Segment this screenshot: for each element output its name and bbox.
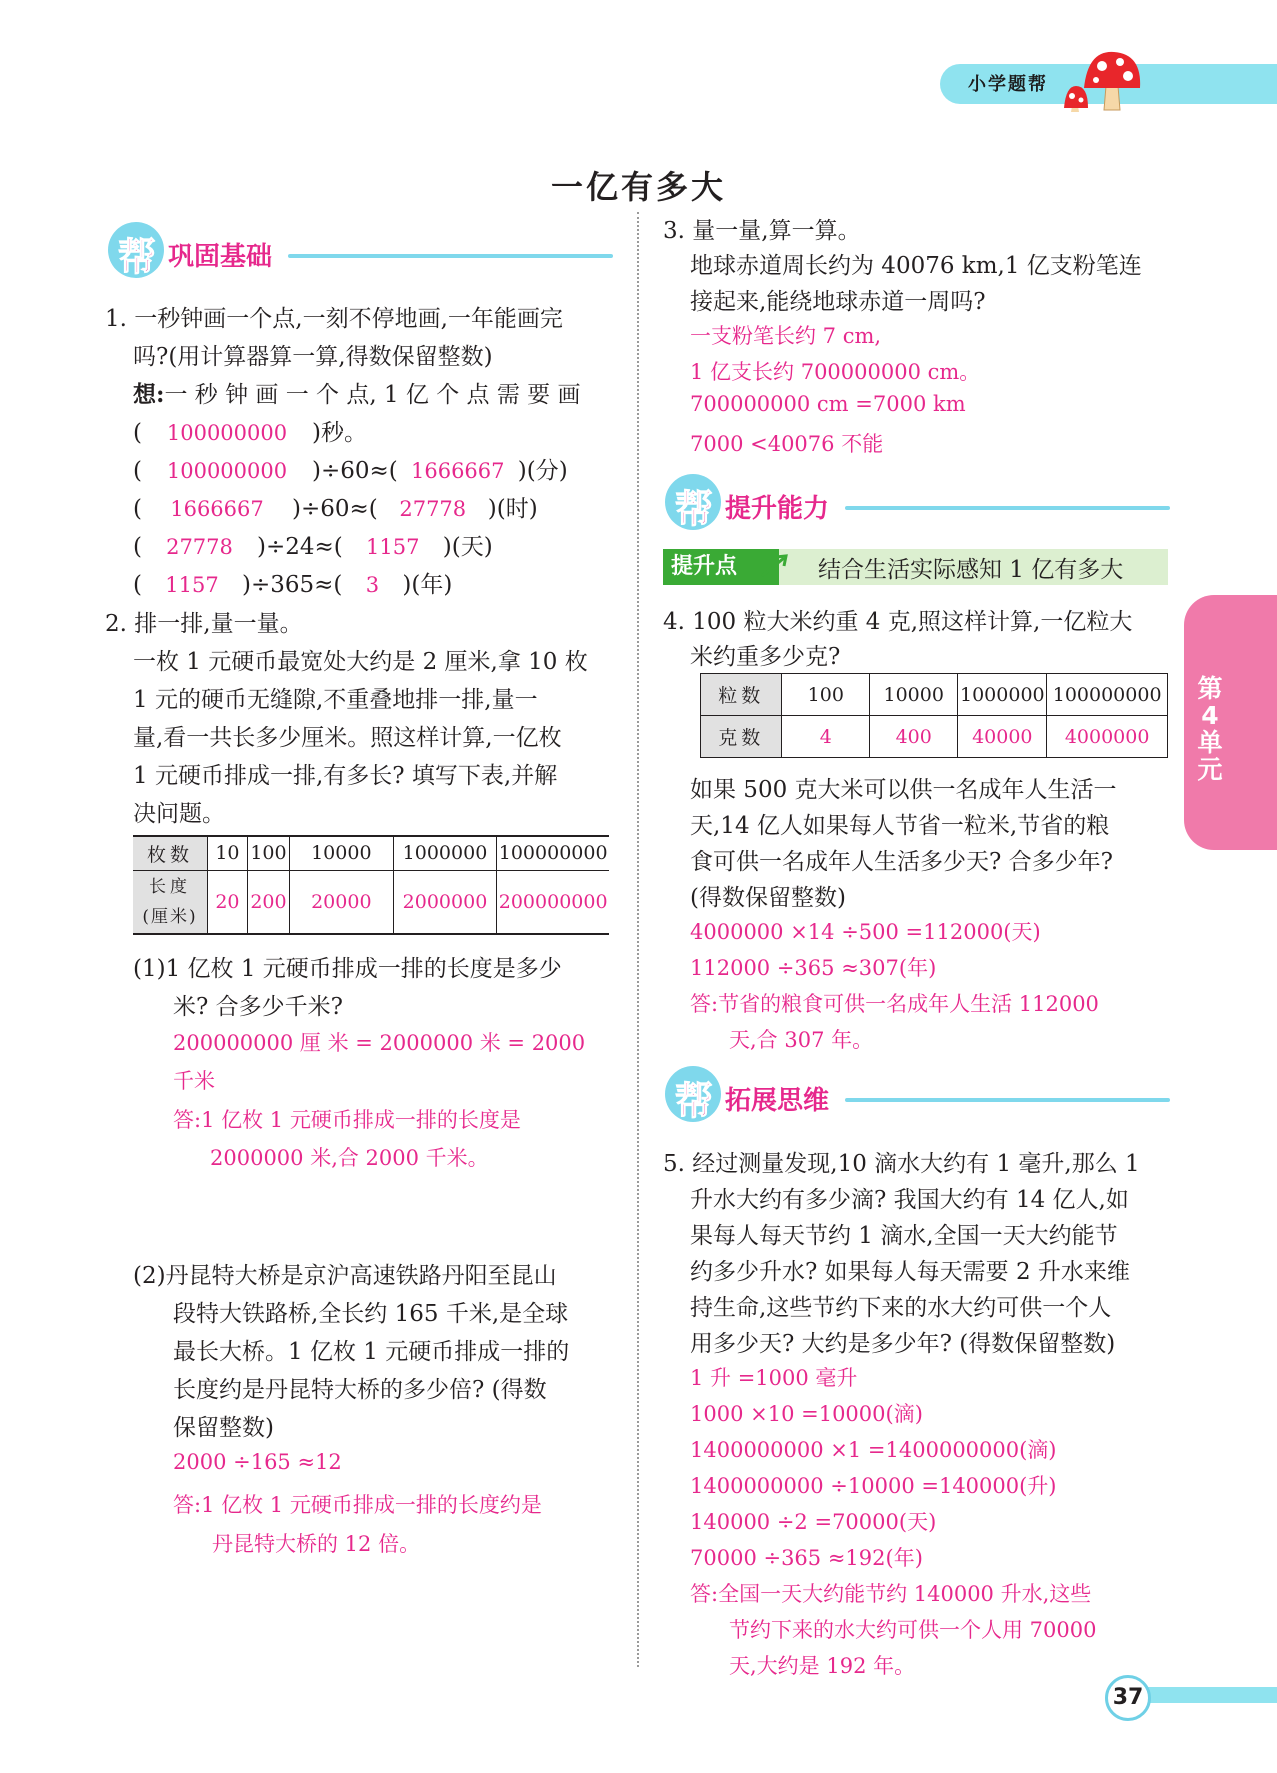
answer-line: 节约下来的水大约可供一个人用 70000 <box>729 1618 1097 1642</box>
blank-answer: 100000000 <box>166 459 288 483</box>
q5-line-1: 5. 经过测量发现,10 滴水大约有 1 毫升,那么 1 <box>663 1151 1140 1177</box>
q5-line-4: 约多少升水? 如果每人每天需要 2 升水来维 <box>690 1259 1130 1285</box>
table-cell: 1000000 <box>393 836 497 870</box>
q4-line-3: 如果 500 克大米可以供一名成年人生活一 <box>690 777 1117 803</box>
q2-line-2: 一枚 1 元硬币最宽处大约是 2 厘米,拿 10 枚 <box>133 649 588 675</box>
q2-sub2-line-3: 最长大桥。1 亿枚 1 元硬币排成一排的 <box>173 1339 570 1365</box>
table-cell: 2000000 <box>393 870 497 934</box>
q2-line-1: 2. 排一排,量一量。 <box>105 611 303 637</box>
q1-think <box>133 376 581 409</box>
answer-line: 答:1 亿枚 1 元硬币排成一排的长度是 <box>173 1108 521 1132</box>
table-header-length: 长度 (厘米) <box>133 870 207 934</box>
table-cell: 10000 <box>870 674 958 716</box>
q3-line-2: 地球赤道周长约为 40076 km,1 亿支粉笔连 <box>690 253 1142 279</box>
answer-line: 答:1 亿枚 1 元硬币排成一排的长度约是 <box>173 1493 542 1517</box>
blank-answer: 1157 <box>165 573 219 597</box>
q1-row-2: ( 100000000 )÷60≈( 1666667 )(分) <box>133 458 568 484</box>
answer-line: 4000000 ×14 ÷500 =112000(天) <box>690 920 1041 944</box>
q1-row-3: ( 1666667 )÷60≈( 27778 )(时) <box>133 496 538 522</box>
section-label: 拓展思维 <box>725 1086 830 1116</box>
answer-line: 70000 ÷365 ≈192(年) <box>690 1546 923 1570</box>
answer-line: 112000 ÷365 ≈307(年) <box>690 956 937 980</box>
q5-line-2: 升水大约有多少滴? 我国大约有 14 亿人,如 <box>690 1187 1129 1213</box>
improvement-point-text: 结合生活实际感知 1 亿有多大 <box>818 557 1124 583</box>
blank-answer: 1666667 <box>410 459 505 483</box>
q5-line-5: 持生命,这些节约下来的水大约可供一个人 <box>690 1295 1112 1321</box>
q4-line-4: 天,14 亿人如果每人节省一粒米,节省的粮 <box>690 813 1110 839</box>
blank-answer: 1157 <box>366 535 420 559</box>
table-cell: 20000 <box>290 870 394 934</box>
section-icon: 帮 <box>675 1079 714 1123</box>
think-label: 想: <box>133 381 165 408</box>
q2-sub2-line-4: 长度约是丹昆特大桥的多少倍? (得数 <box>173 1377 547 1403</box>
column-divider <box>637 212 639 1667</box>
think-text: 一 秒 钟 画 一 个 点, 1 亿 个 点 需 要 画 <box>164 382 581 408</box>
table-row <box>133 836 609 870</box>
q4-line-1: 4. 100 粒大米约重 4 克,照这样计算,一亿粒大 <box>663 609 1133 635</box>
section-label: 巩固基础 <box>168 242 273 272</box>
answer-line: 7000 <40076 不能 <box>690 432 884 456</box>
q1-row-4: ( 27778 )÷24≈( 1157 )(天) <box>133 534 493 560</box>
answer-line: 1400000000 ×1 =1400000000(滴) <box>690 1438 1057 1462</box>
q2-line-4: 量,看一共长多少厘米。照这样计算,一亿枚 <box>133 725 562 751</box>
q2-sub2-line-5: 保留整数) <box>173 1415 274 1441</box>
answer-line: 1000 ×10 =10000(滴) <box>690 1402 923 1426</box>
pencil-arrow-icon <box>760 554 794 580</box>
section-label: 提升能力 <box>725 494 830 524</box>
blank-answer: 100000000 <box>166 421 288 445</box>
answer-line: 700000000 cm =7000 km <box>690 392 966 416</box>
blank-answer: 27778 <box>399 497 467 521</box>
section-improve-heading <box>665 474 1170 531</box>
improvement-point-tag: 提升点 <box>663 549 779 585</box>
page-title: 一亿有多大 <box>550 168 726 206</box>
answer-line: 丹昆特大桥的 12 倍。 <box>212 1532 421 1556</box>
answer-line: 1 升 =1000 毫升 <box>690 1366 858 1390</box>
section-expand-heading <box>665 1066 1170 1123</box>
table-row <box>701 674 1168 716</box>
section-basic-heading <box>108 222 613 279</box>
answer-line: 1400000000 ÷10000 =140000(升) <box>690 1474 1057 1498</box>
q2-line-5: 1 元硬币排成一排,有多长? 填写下表,并解 <box>133 763 558 789</box>
blank-answer: 27778 <box>166 535 233 559</box>
table-cell: 400 <box>870 716 958 758</box>
table-cell: 10000 <box>290 836 394 870</box>
answer-line: 答:全国一天大约能节约 140000 升水,这些 <box>690 1582 1092 1606</box>
q2-sub1-line-1: (1)1 亿枚 1 元硬币排成一排的长度是多少 <box>133 956 562 982</box>
table-cell: 1000000 <box>958 674 1047 716</box>
mushroom-icon <box>1062 46 1144 112</box>
table-cell: 20 <box>207 870 247 934</box>
table-cell: 4000000 <box>1047 716 1168 758</box>
q2-sub1-line-2: 米? 合多少千米? <box>173 994 343 1020</box>
table-cell: 200 <box>247 870 289 934</box>
table-cell: 100 <box>247 836 289 870</box>
q3-line-1: 3. 量一量,算一算。 <box>663 218 861 244</box>
blank-answer: 3 <box>365 573 380 597</box>
q4-line-6: (得数保留整数) <box>690 885 846 911</box>
q3-line-3: 接起来,能绕地球赤道一周吗? <box>690 289 986 315</box>
blank-answer: 1666667 <box>170 497 264 521</box>
q4-line-5: 食可供一名成年人生活多少天? 合多少年? <box>690 849 1113 875</box>
section-icon: 帮 <box>118 235 157 279</box>
brand-label: 小学题帮 <box>968 74 1048 95</box>
coin-table <box>133 835 609 935</box>
answer-line: 千米 <box>173 1069 215 1093</box>
q2-line-6: 决问题。 <box>133 801 225 827</box>
answer-line: 2000 ÷165 ≈12 <box>173 1450 342 1474</box>
answer-line: 2000000 米,合 2000 千米。 <box>210 1146 489 1170</box>
q4-line-2: 米约重多少克? <box>690 644 841 670</box>
q1-line-1: 1. 一秒钟画一个点,一刻不停地画,一年能画完 <box>105 306 563 332</box>
section-rule <box>845 1098 1170 1102</box>
q1-row-1: ( 100000000 )秒。 <box>133 420 367 446</box>
table-cell: 100 <box>782 674 870 716</box>
answer-line: 140000 ÷2 =70000(天) <box>690 1510 937 1534</box>
section-rule <box>845 506 1170 510</box>
q1-line-2: 吗?(用计算器算一算,得数保留整数) <box>133 344 493 370</box>
table-cell: 100000000 <box>497 836 609 870</box>
table-header-count: 枚数 <box>133 836 207 870</box>
q2-sub2-line-2: 段特大铁路桥,全长约 165 千米,是全球 <box>173 1301 569 1327</box>
answer-line: 200000000 厘 米 = 2000000 米 = 2000 <box>173 1031 586 1055</box>
q5-line-3: 果每人每天节约 1 滴水,全国一天大约能节 <box>690 1223 1118 1249</box>
q1-row-5: ( 1157 )÷365≈( 3 )(年) <box>133 572 453 598</box>
q5-line-6: 用多少天? 大约是多少年? (得数保留整数) <box>690 1331 1116 1357</box>
answer-line: 答:节省的粮食可供一名成年人生活 112000 <box>690 992 1099 1016</box>
table-cell: 10 <box>207 836 247 870</box>
table-cell: 100000000 <box>1047 674 1168 716</box>
table-cell: 200000000 <box>497 870 609 934</box>
table-cell: 40000 <box>958 716 1047 758</box>
answer-line: 一支粉笔长约 7 cm, <box>690 324 882 348</box>
q2-sub2-line-1: (2)丹昆特大桥是京沪高速铁路丹阳至昆山 <box>133 1263 557 1289</box>
table-header-grains: 粒数 <box>701 674 782 716</box>
table-cell: 4 <box>782 716 870 758</box>
page-number: 37 <box>1105 1675 1151 1721</box>
table-row <box>133 870 609 934</box>
unit-label: 第4单元 <box>1197 674 1223 784</box>
rice-table <box>700 673 1168 758</box>
section-icon: 帮 <box>675 487 714 531</box>
table-row <box>701 716 1168 758</box>
answer-line: 天,大约是 192 年。 <box>729 1654 916 1678</box>
section-rule <box>288 254 613 258</box>
table-header-grams: 克数 <box>701 716 782 758</box>
answer-line: 1 亿支长约 700000000 cm。 <box>690 360 981 384</box>
answer-line: 天,合 307 年。 <box>729 1028 874 1052</box>
q2-line-3: 1 元的硬币无缝隙,不重叠地排一排,量一 <box>133 687 538 713</box>
